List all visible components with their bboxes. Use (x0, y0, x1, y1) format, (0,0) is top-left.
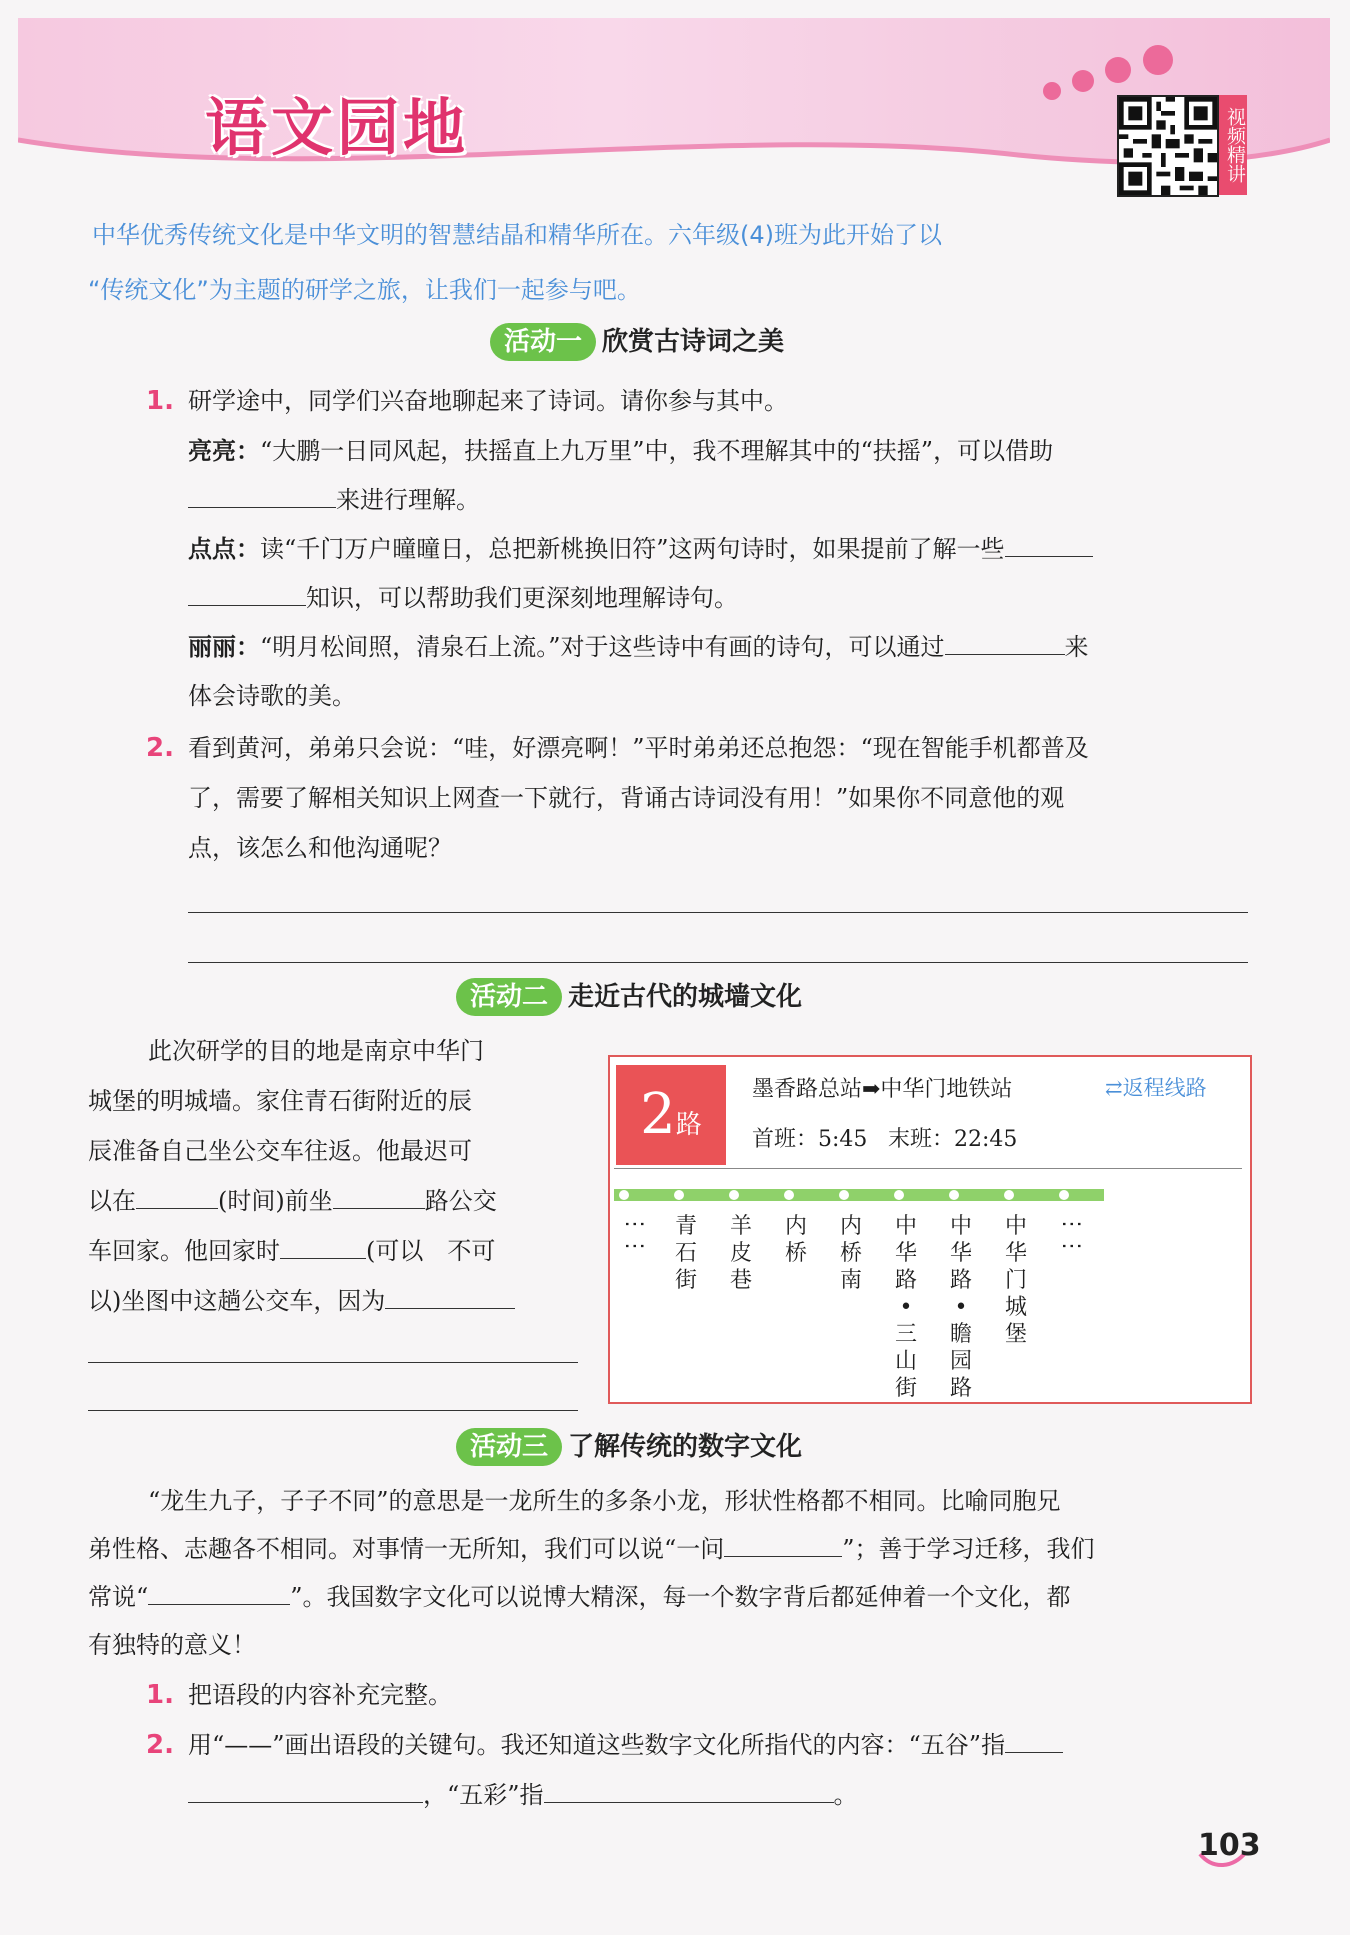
lili-line (188, 623, 1089, 671)
dialogue-text: “大鹏一日同风起，扶摇直上九万里”中，我不理解其中的“扶摇”，可以借助 (260, 437, 1054, 465)
a2-text: (可以 不可 (366, 1237, 496, 1265)
q2-line-1: 看到黄河，弟弟只会说：“哇，好漂亮啊！”平时弟弟还总抱怨：“现在智能手机都普及 (188, 734, 1089, 762)
activity-3-title (456, 1428, 802, 1466)
answer-blank[interactable] (1005, 528, 1093, 557)
bus-stop: 内桥 (784, 1214, 807, 1266)
qr-label: 视频精讲 (1219, 95, 1247, 195)
question-number: 1. (146, 1680, 174, 1710)
bus-stop: 中华路•瞻园路 (949, 1214, 972, 1401)
q1-text: 研学途中，同学们兴奋地聊起来了诗词。请你参与其中。 (188, 387, 788, 415)
answer-line[interactable] (188, 912, 1248, 913)
a3-q2-line-1 (188, 1721, 1063, 1769)
dialogue-text: 读“千门万户曈曈日，总把新桃换旧符”这两句诗时，如果提前了解一些 (260, 535, 1005, 563)
a3-para-line-1: “龙生九子，子子不同”的意思是一龙所生的多条小龙，形状性格都不相同。比喻同胞兄 (148, 1487, 1061, 1515)
answer-blank[interactable] (1005, 1724, 1063, 1753)
answer-blank[interactable] (188, 577, 306, 606)
dialogue-text: 来进行理解。 (336, 486, 480, 514)
answer-blank[interactable] (724, 1528, 842, 1557)
qr-code-icon[interactable] (1117, 95, 1219, 197)
a3-text: 用“——”画出语段的关键句。我还知道这些数字文化所指代的内容：“五谷”指 (188, 1731, 1006, 1759)
page-title: 语文园地 (205, 91, 470, 164)
answer-blank[interactable] (945, 626, 1065, 655)
answer-blank[interactable] (188, 1774, 423, 1803)
question-number: 1. (146, 386, 174, 416)
return-route-link[interactable]: ⇄返程线路 (1105, 1076, 1207, 1100)
a2-text: 以在 (88, 1187, 136, 1215)
activity-2-title (456, 978, 802, 1016)
dialogue-text: 知识，可以帮助我们更深刻地理解诗句。 (306, 584, 738, 612)
a2-line-5 (88, 1227, 495, 1275)
activity-name: 走近古代的城墙文化 (568, 982, 803, 1012)
intro-line-2: “传统文化”为主题的研学之旅，让我们一起参与吧。 (88, 276, 641, 304)
a2-text: 路公交 (424, 1187, 497, 1215)
a3-para-line-3 (88, 1573, 1071, 1621)
speaker-label: 点点： (188, 534, 260, 563)
ellipsis-icon: ⋮⋮ (1059, 1213, 1084, 1257)
a2-text: 车回家。他回家时 (88, 1237, 280, 1265)
liangliang-line-2 (188, 476, 480, 524)
bus-number: 2路 (616, 1065, 726, 1165)
answer-line[interactable] (88, 1410, 578, 1411)
answer-blank[interactable] (148, 1576, 290, 1605)
q2-line-3: 点，该怎么和他沟通呢？ (188, 834, 452, 862)
a2-line-1: 此次研学的目的地是南京中华门 (148, 1037, 484, 1065)
intro-line-1: 中华优秀传统文化是中华文明的智慧结晶和精华所在。六年级(4)班为此开始了以 (92, 221, 942, 249)
dialogue-text: “明月松间照，清泉石上流。”对于这些诗中有画的诗句，可以通过 (260, 633, 945, 661)
answer-blank[interactable] (280, 1230, 366, 1259)
divider (614, 1168, 1242, 1169)
a3-text: ”；善于学习迁移，我们 (842, 1535, 1095, 1563)
a2-line-3: 辰准备自己坐公交车往返。他最迟可 (88, 1137, 472, 1165)
answer-blank[interactable] (544, 1774, 834, 1803)
answer-blank[interactable] (136, 1180, 218, 1209)
a2-line-2: 城堡的明城墙。家住青石街附近的辰 (88, 1087, 472, 1115)
a2-line-4 (88, 1177, 497, 1225)
a2-line-6 (88, 1277, 515, 1325)
a2-text: (时间)前坐 (218, 1187, 333, 1215)
q2-line-2: 了，需要了解相关知识上网查一下就行，背诵古诗词没有用！”如果你不同意他的观 (188, 784, 1065, 812)
a3-text: 常说“ (88, 1583, 149, 1611)
ellipsis-icon: ⋮⋮ (622, 1213, 647, 1257)
question-number: 2. (146, 1730, 174, 1760)
activity-tag: 活动一 (490, 323, 596, 361)
answer-blank[interactable] (333, 1180, 425, 1209)
question-number: 2. (146, 733, 174, 763)
a3-para-line-4: 有独特的意义！ (88, 1631, 256, 1659)
a3-text: 。 (833, 1781, 858, 1809)
activity-tag: 活动三 (456, 1428, 562, 1466)
activity-name: 欣赏古诗词之美 (602, 327, 785, 357)
dialogue-text: 来 (1064, 633, 1089, 661)
diandian-line (188, 525, 1093, 573)
activity-tag: 活动二 (456, 978, 562, 1016)
decor-dot (1043, 82, 1061, 100)
a3-text: 弟性格、志趣各不相同。对事情一无所知，我们可以说“一问 (88, 1535, 725, 1563)
a2-text: 以)坐图中这趟公交车，因为 (88, 1287, 386, 1315)
bus-stop: 中华门城堡 (1004, 1214, 1027, 1347)
decor-dot (1143, 45, 1173, 75)
bus-stop: 内桥南 (839, 1214, 862, 1293)
a3-para-line-2 (88, 1525, 1095, 1573)
a3-text: ”。我国数字文化可以说博大精深，每一个数字背后都延伸着一个文化，都 (290, 1583, 1071, 1611)
answer-blank[interactable] (188, 479, 336, 508)
decor-dot (1072, 70, 1094, 92)
lili-line-2: 体会诗歌的美。 (188, 682, 356, 710)
bus-stop: 中华路•三山街 (894, 1214, 917, 1401)
bus-stop: 青石街 (674, 1214, 697, 1293)
speaker-label: 亮亮： (188, 436, 260, 465)
liangliang-line (188, 427, 1053, 475)
diandian-line-2 (188, 574, 738, 622)
last-bus-time: 末班：22:45 (888, 1127, 1018, 1152)
page-number: 103 (1198, 1828, 1261, 1863)
answer-line[interactable] (88, 1362, 578, 1363)
a3-q2-line-2 (188, 1771, 858, 1819)
speaker-label: 丽丽： (188, 632, 260, 661)
bus-stop: 羊皮巷 (729, 1214, 752, 1293)
first-bus-time: 首班：5:45 (752, 1127, 868, 1152)
decor-dot (1105, 57, 1131, 83)
activity-name: 了解传统的数字文化 (568, 1432, 803, 1462)
route-line (614, 1183, 1104, 1207)
activity-1-title (490, 323, 784, 361)
answer-line[interactable] (188, 962, 1248, 963)
answer-blank[interactable] (385, 1280, 515, 1309)
a3-text: ，“五彩”指 (423, 1781, 544, 1809)
a3-q1-text: 把语段的内容补充完整。 (188, 1681, 452, 1709)
bus-route: 墨香路总站➡中华门地铁站 (752, 1077, 1013, 1102)
